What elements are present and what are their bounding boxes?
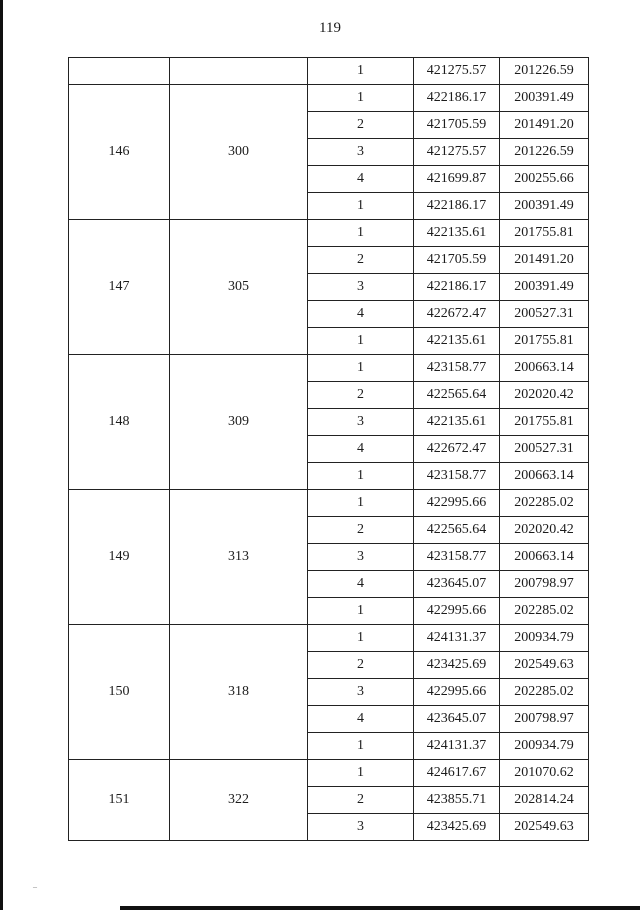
area-cell: 305	[170, 220, 308, 355]
x-coordinate-cell: 424131.37	[414, 733, 500, 760]
plot-number-cell: 147	[69, 220, 170, 355]
point-number-cell: 3	[308, 274, 414, 301]
y-coordinate-cell: 200391.49	[500, 193, 589, 220]
x-coordinate-cell: 422672.47	[414, 301, 500, 328]
point-number-cell: 1	[308, 490, 414, 517]
y-coordinate-cell: 200934.79	[500, 625, 589, 652]
point-number-cell: 2	[308, 247, 414, 274]
point-number-cell: 1	[308, 355, 414, 382]
table-row	[69, 760, 589, 787]
stray-mark: –	[33, 882, 37, 891]
area-cell: 322	[170, 760, 308, 841]
point-number-cell: 1	[308, 463, 414, 490]
x-coordinate-cell: 422186.17	[414, 274, 500, 301]
x-coordinate-cell: 423855.71	[414, 787, 500, 814]
y-coordinate-cell: 201491.20	[500, 112, 589, 139]
table-row	[69, 490, 589, 517]
x-coordinate-cell: 421275.57	[414, 58, 500, 85]
x-coordinate-cell: 421705.59	[414, 112, 500, 139]
x-coordinate-cell: 422135.61	[414, 220, 500, 247]
point-number-cell: 3	[308, 544, 414, 571]
y-coordinate-cell: 200798.97	[500, 706, 589, 733]
x-coordinate-cell: 423425.69	[414, 652, 500, 679]
y-coordinate-cell: 200255.66	[500, 166, 589, 193]
table-row	[69, 58, 589, 85]
y-coordinate-cell: 202549.63	[500, 814, 589, 841]
point-number-cell: 4	[308, 166, 414, 193]
point-number-cell: 1	[308, 598, 414, 625]
y-coordinate-cell: 200663.14	[500, 544, 589, 571]
x-coordinate-cell: 421705.59	[414, 247, 500, 274]
table-row	[69, 355, 589, 382]
table-row	[69, 85, 589, 112]
point-number-cell: 2	[308, 787, 414, 814]
point-number-cell: 3	[308, 679, 414, 706]
point-number-cell: 2	[308, 517, 414, 544]
y-coordinate-cell: 202285.02	[500, 679, 589, 706]
plot-number-cell: 149	[69, 490, 170, 625]
x-coordinate-cell: 423158.77	[414, 463, 500, 490]
page-edge-bottom	[120, 906, 640, 910]
y-coordinate-cell: 202549.63	[500, 652, 589, 679]
area-cell: 318	[170, 625, 308, 760]
plot-number-cell	[69, 58, 170, 85]
y-coordinate-cell: 200798.97	[500, 571, 589, 598]
y-coordinate-cell: 200663.14	[500, 355, 589, 382]
point-number-cell: 1	[308, 625, 414, 652]
y-coordinate-cell: 202285.02	[500, 598, 589, 625]
y-coordinate-cell: 200934.79	[500, 733, 589, 760]
point-number-cell: 3	[308, 139, 414, 166]
plot-number-cell: 150	[69, 625, 170, 760]
x-coordinate-cell: 422186.17	[414, 193, 500, 220]
point-number-cell: 4	[308, 436, 414, 463]
plot-number-cell: 146	[69, 85, 170, 220]
x-coordinate-cell: 424131.37	[414, 625, 500, 652]
area-cell: 313	[170, 490, 308, 625]
table-row	[69, 220, 589, 247]
x-coordinate-cell: 422135.61	[414, 328, 500, 355]
area-cell	[170, 58, 308, 85]
point-number-cell: 3	[308, 814, 414, 841]
y-coordinate-cell: 202020.42	[500, 517, 589, 544]
y-coordinate-cell: 202814.24	[500, 787, 589, 814]
point-number-cell: 3	[308, 409, 414, 436]
x-coordinate-cell: 421699.87	[414, 166, 500, 193]
y-coordinate-cell: 201755.81	[500, 328, 589, 355]
y-coordinate-cell: 201226.59	[500, 139, 589, 166]
point-number-cell: 1	[308, 733, 414, 760]
x-coordinate-cell: 422565.64	[414, 382, 500, 409]
page-number: 119	[319, 20, 341, 36]
point-number-cell: 1	[308, 328, 414, 355]
area-cell: 309	[170, 355, 308, 490]
x-coordinate-cell: 423158.77	[414, 544, 500, 571]
x-coordinate-cell: 423158.77	[414, 355, 500, 382]
page-edge-left	[0, 0, 3, 910]
x-coordinate-cell: 422995.66	[414, 679, 500, 706]
y-coordinate-cell: 201226.59	[500, 58, 589, 85]
x-coordinate-cell: 422995.66	[414, 598, 500, 625]
x-coordinate-cell: 421275.57	[414, 139, 500, 166]
y-coordinate-cell: 200391.49	[500, 274, 589, 301]
point-number-cell: 4	[308, 706, 414, 733]
y-coordinate-cell: 200663.14	[500, 463, 589, 490]
y-coordinate-cell: 201491.20	[500, 247, 589, 274]
point-number-cell: 1	[308, 58, 414, 85]
point-number-cell: 2	[308, 382, 414, 409]
y-coordinate-cell: 201755.81	[500, 220, 589, 247]
x-coordinate-cell: 423645.07	[414, 706, 500, 733]
point-number-cell: 2	[308, 112, 414, 139]
y-coordinate-cell: 200391.49	[500, 85, 589, 112]
x-coordinate-cell: 422186.17	[414, 85, 500, 112]
y-coordinate-cell: 200527.31	[500, 301, 589, 328]
x-coordinate-cell: 422565.64	[414, 517, 500, 544]
point-number-cell: 2	[308, 652, 414, 679]
y-coordinate-cell: 200527.31	[500, 436, 589, 463]
coordinates-table-body	[69, 58, 589, 841]
plot-number-cell: 148	[69, 355, 170, 490]
point-number-cell: 1	[308, 85, 414, 112]
coordinates-table	[68, 57, 589, 841]
point-number-cell: 4	[308, 571, 414, 598]
x-coordinate-cell: 423425.69	[414, 814, 500, 841]
plot-number-cell: 151	[69, 760, 170, 841]
point-number-cell: 1	[308, 220, 414, 247]
y-coordinate-cell: 201755.81	[500, 409, 589, 436]
y-coordinate-cell: 202020.42	[500, 382, 589, 409]
point-number-cell: 1	[308, 193, 414, 220]
y-coordinate-cell: 201070.62	[500, 760, 589, 787]
point-number-cell: 1	[308, 760, 414, 787]
x-coordinate-cell: 422995.66	[414, 490, 500, 517]
area-cell: 300	[170, 85, 308, 220]
table-row	[69, 625, 589, 652]
point-number-cell: 4	[308, 301, 414, 328]
x-coordinate-cell: 422135.61	[414, 409, 500, 436]
x-coordinate-cell: 423645.07	[414, 571, 500, 598]
x-coordinate-cell: 424617.67	[414, 760, 500, 787]
x-coordinate-cell: 422672.47	[414, 436, 500, 463]
y-coordinate-cell: 202285.02	[500, 490, 589, 517]
